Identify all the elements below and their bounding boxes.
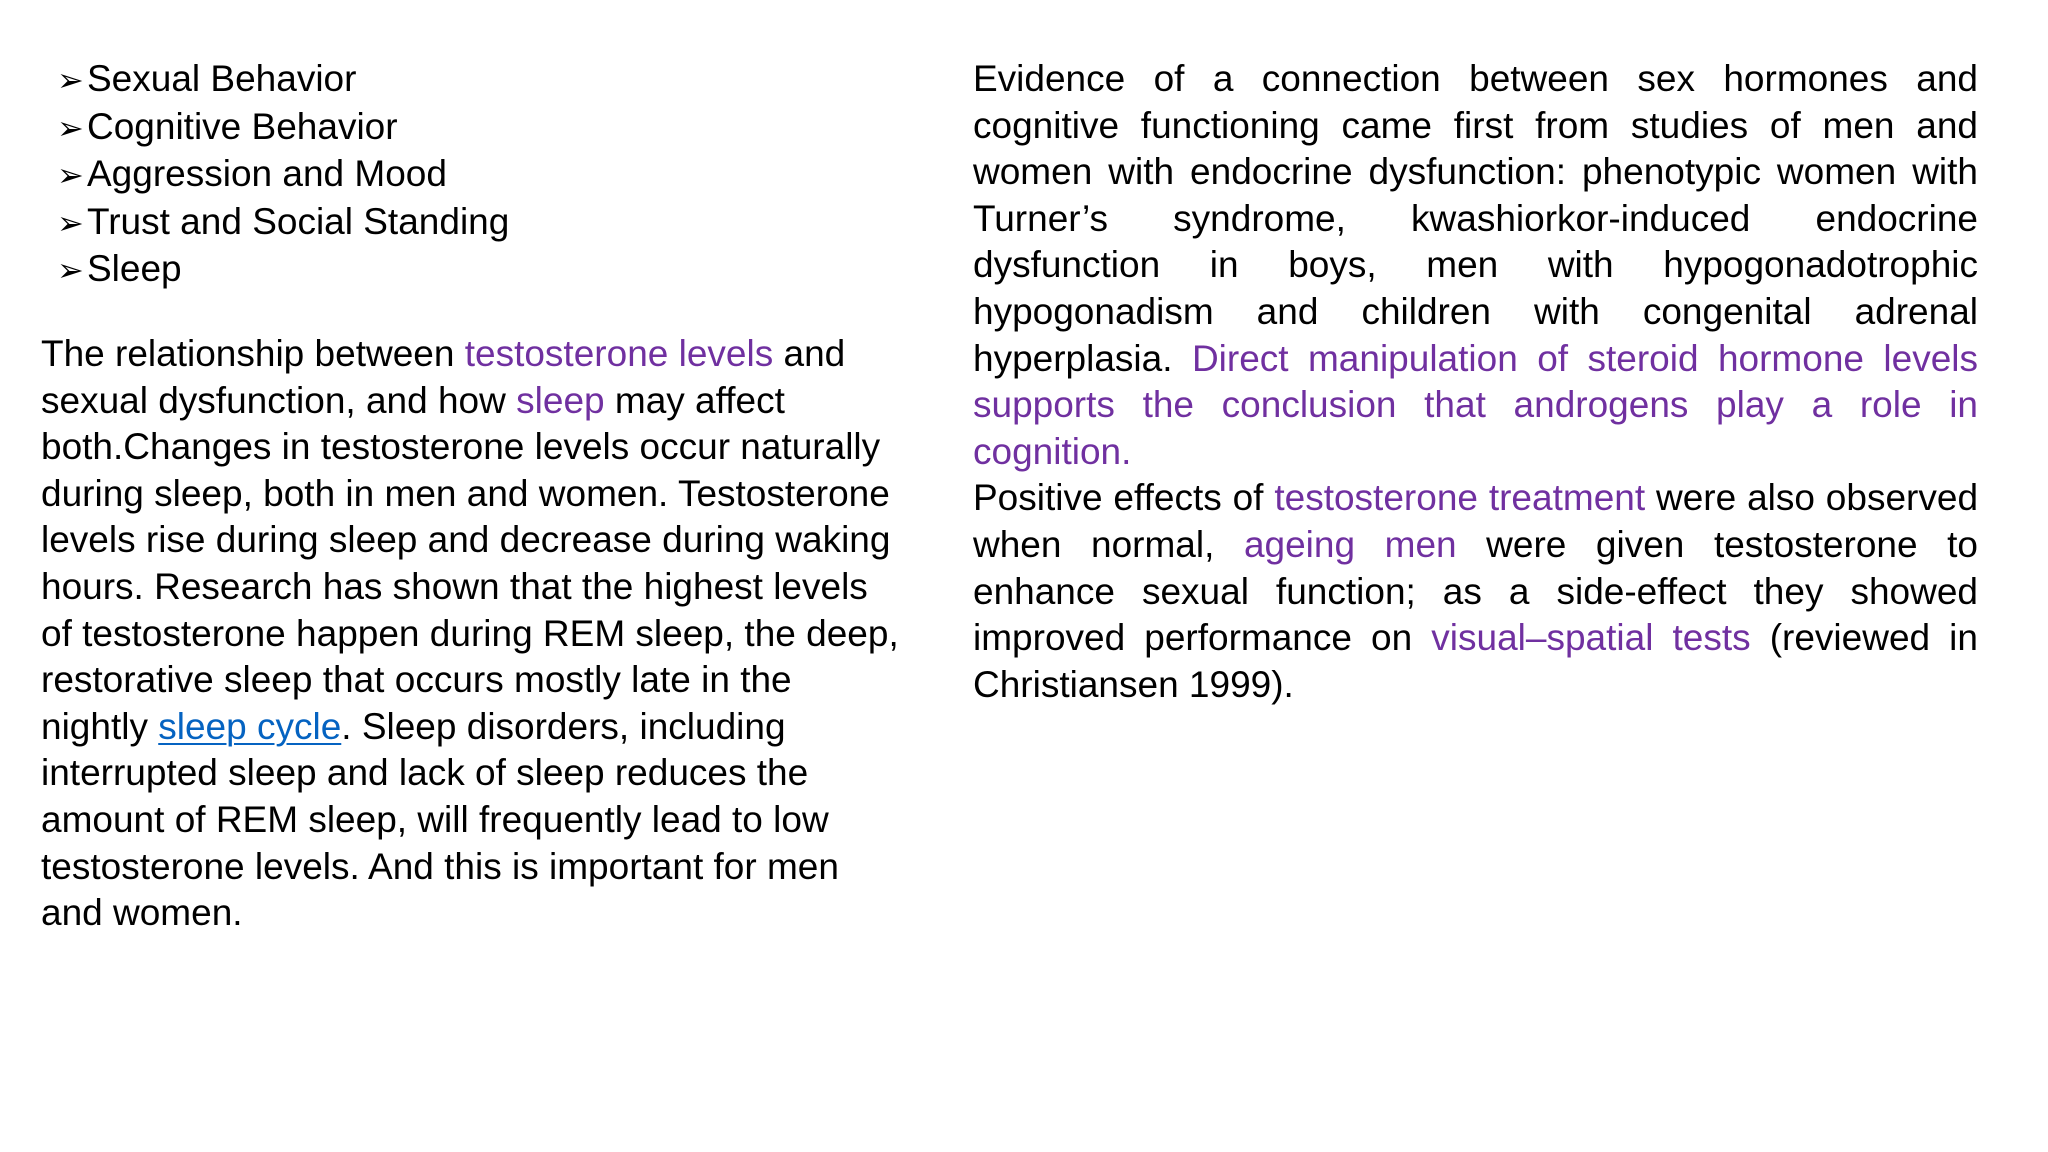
arrow-bullet-icon: ➢ bbox=[57, 108, 84, 147]
paragraph-text: Evidence of a connection between sex hormones and cognitive functioning came first from studies of men and women with endocrine dysfunction: phenotypic women with Turner’s syndrome, kwashiorkor-induced endocrine dysfunction in boys, men with hypogonadotrophic hypogonadism and children with congenital adrenal hyperplasia. bbox=[973, 58, 1978, 379]
highlighted-text: testosterone treatment bbox=[1274, 477, 1646, 519]
bullet-item bbox=[57, 199, 901, 247]
bullet-item-label: Aggression and Mood bbox=[87, 153, 447, 195]
paragraph-text: and sexual dysfunction, and how bbox=[41, 332, 846, 421]
treatment-effects-paragraph bbox=[973, 475, 1978, 708]
bullet-item bbox=[57, 104, 901, 152]
bullet-item-label: Trust and Social Standing bbox=[87, 200, 510, 242]
sleep-cycle-link[interactable]: sleep cycle bbox=[158, 705, 342, 747]
bullet-item-label: Cognitive Behavior bbox=[87, 105, 398, 147]
arrow-bullet-icon: ➢ bbox=[57, 61, 84, 99]
bullet-item bbox=[57, 151, 901, 199]
bullet-item bbox=[57, 246, 901, 294]
highlighted-text: visual–spatial tests bbox=[1431, 617, 1751, 659]
paragraph-text: . Sleep disorders, including interrupted sleep and lack of sleep reduces the amount of REM sleep, will frequently lead to low testosterone levels. And this is important for men and women. bbox=[41, 705, 839, 934]
paragraph-text: were also observed when normal, bbox=[973, 477, 1979, 565]
highlighted-text: ageing men bbox=[1243, 523, 1457, 565]
sleep-testosterone-paragraph bbox=[41, 331, 901, 937]
topic-bullet-list bbox=[57, 56, 901, 294]
paragraph-text: The relationship between bbox=[41, 332, 465, 374]
right-column bbox=[973, 56, 1978, 708]
highlighted-text: sleep bbox=[516, 379, 605, 421]
arrow-bullet-icon: ➢ bbox=[57, 156, 84, 195]
highlighted-text: Direct manipulation of steroid hormone levels supports the conclusion that androgens play a role in cognition. bbox=[973, 337, 1978, 472]
paragraph-text: were given testosterone to enhance sexual function; as a side-effect they showed improved performance on bbox=[973, 523, 1978, 659]
paragraph-text: Positive effects of bbox=[973, 477, 1275, 519]
paragraph-text: may affect both.Changes in testosterone levels occur naturally during sleep, both in men and women. Testosterone levels rise during sleep and decrease during waking hours. Research has shown that the highest levels of testosterone happen during REM sleep, the deep, restorative sleep that occurs mostly late in the nightly bbox=[41, 379, 899, 747]
paragraph-text: (reviewed in Christiansen 1999). bbox=[973, 617, 1978, 705]
bullet-item-label: Sleep bbox=[87, 248, 182, 290]
cognition-evidence-paragraph bbox=[973, 56, 1978, 475]
bullet-item-label: Sexual Behavior bbox=[87, 58, 357, 99]
arrow-bullet-icon: ➢ bbox=[57, 251, 84, 290]
highlighted-text: testosterone levels bbox=[464, 332, 774, 374]
arrow-bullet-icon: ➢ bbox=[57, 203, 84, 242]
left-column bbox=[41, 56, 901, 937]
bullet-item bbox=[57, 56, 901, 104]
